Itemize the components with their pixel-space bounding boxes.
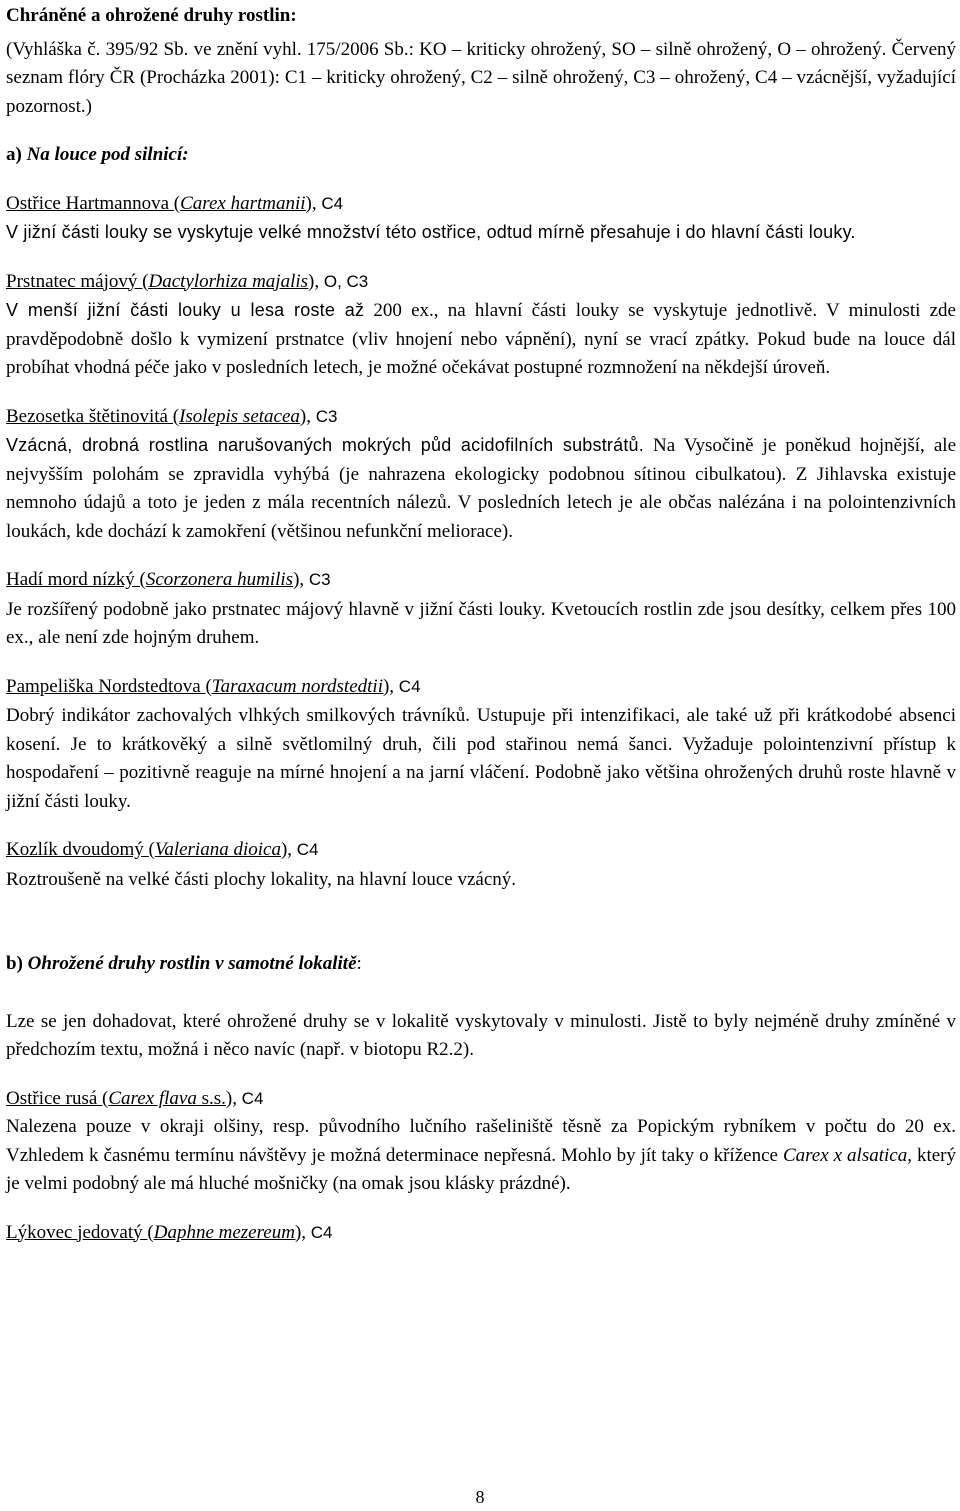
page-number: 8 bbox=[475, 1487, 485, 1507]
species-heading bbox=[6, 403, 956, 432]
species-description: Vzácná, drobná rostlina narušovaných mokrých půd acidofilních substrátů. Na Vysočině je poněkud hojnější, ale nejvyšším polohám se zpravidla vyhýbá (je nahrazena ekologicky podobnou sítinou cibulkatou). Z Jihlavska existuje nemnoho údajů a toto je jeden z mála recentních nálezů. V posledních letech je ale občas nalézána i na polointenzivních loukách, kde dochází k zamokření (většinou nefunkční meliorace). bbox=[6, 435, 956, 542]
species-heading bbox=[6, 190, 956, 219]
species-description: Nalezena pouze v okraji olšiny, resp. původního lučního rašeliniště těsně za Popickým rybníkem v počtu do 20 ex. Vzhledem k časnému termínu návštěvy je možná determinace nepřesná. Mohlo by jít taky o křížence Carex x alsatica, který je velmi podobný ale má hluché mošničky (na omak jsou klásky prázdné). bbox=[6, 1116, 957, 1194]
document-page bbox=[6, 2, 956, 1247]
species-name: Bezosetka štětinovitá (Isolepis setacea), bbox=[6, 405, 311, 427]
section-a-title: Na louce pod silnicí: bbox=[26, 144, 189, 165]
species-category: O, C3 bbox=[319, 271, 369, 291]
section-b-intro: Lze se jen dohadovat, které ohrožené druhy se v lokalitě vyskytovaly v minulosti. Jistě to byly nejméně druhy zmíněné v předchozím textu, možná i něco navíc (např. v biotopu R2.2). bbox=[6, 1010, 956, 1060]
section-a-letter: a) bbox=[6, 144, 22, 165]
species-description: Je rozšířený podobně jako prstnatec májový hlavně v jižní části louky. Kvetoucích rostlin zde jsou desítky, celkem přes 100 ex., ale není zde hojným druhem. bbox=[6, 598, 956, 648]
species-description: Roztroušeně na velké části plochy lokality, na hlavní louce vzácný. bbox=[6, 868, 517, 890]
species-category: C4 bbox=[394, 676, 421, 696]
section-b-heading: b) Ohrožené druhy rostlin v samotné lokalitě: bbox=[6, 953, 362, 974]
section-b-letter: b) bbox=[6, 953, 23, 974]
species-name: Lýkovec jedovatý (Daphne mezereum), bbox=[6, 1221, 307, 1243]
species-category: C4 bbox=[292, 840, 319, 859]
section-a-heading bbox=[6, 141, 956, 170]
species-heading bbox=[6, 1085, 956, 1114]
species-heading bbox=[6, 268, 956, 297]
species-description: V menší jižní části louky u lesa roste až 200 ex., na hlavní části louky se vyskytuje jednotlivě. V minulosti zde pravděpodobně došlo k vymizení prstnatce (vliv hnojení nebo vápnění), nyní se vrací zpátky. Pokud bude na louce dál probíhat vhodná péče jako v posledních letech, je možné očekávat postupné rozmnožení na někdejší úroveň. bbox=[6, 300, 956, 378]
species-description: Dobrý indikátor zachovalých vlhkých smilkových trávníků. Ustupuje při intenzifikaci, ale také už při krátkodobé absenci kosení. Je to krátkověký a silně světlomilný druh, čili pod stařinou nemá šanci. Vyžaduje polointenzivní přístup k hospodaření – pozitivně reaguje na mírné hnojení a na jarní vláčení. Podobně jako většina ohrožených druhů roste hlavně v jižní části louky. bbox=[6, 705, 956, 812]
section-b-title: Ohrožené druhy rostlin v samotné lokalitě bbox=[27, 953, 357, 974]
species-name: Ostřice Hartmannova (Carex hartmanii), bbox=[6, 192, 317, 214]
species-name: Kozlík dvoudomý (Valeriana dioica), bbox=[6, 839, 293, 860]
species-name: Prstnatec májový (Dactylorhiza majalis), bbox=[6, 270, 320, 292]
species-heading bbox=[6, 1219, 956, 1248]
species-heading bbox=[6, 836, 956, 865]
page-title: Chráněné a ohrožené druhy rostlin: bbox=[6, 5, 297, 26]
species-heading bbox=[6, 673, 956, 702]
species-description: V jižní části louky se vyskytuje velké množství této ostřice, odtud mírně přesahuje i do hlavní části louky. bbox=[6, 222, 856, 242]
species-category: C3 bbox=[304, 570, 331, 589]
species-name: Pampeliška Nordstedtova (Taraxacum nordstedtii), bbox=[6, 675, 395, 697]
species-category: C4 bbox=[306, 1222, 333, 1242]
species-name: Hadí mord nízký (Scorzonera humilis), bbox=[6, 569, 305, 590]
species-category: C3 bbox=[310, 406, 338, 426]
species-category: C4 bbox=[316, 193, 344, 213]
species-category: C4 bbox=[236, 1088, 264, 1108]
species-heading bbox=[6, 566, 956, 595]
category-legend: (Vyhláška č. 395/92 Sb. ve znění vyhl. 175/2006 Sb.: KO – kriticky ohrožený, SO – silně ohrožený, O – ohrožený. Červený seznam flóry ČR (Procházka 2001): C1 – kriticky ohrožený, C2 – silně ohrožený, C3 – ohrožený, C4 – vzácnější, vyžadující pozornost.) bbox=[6, 38, 956, 117]
species-name: Ostřice rusá (Carex flava s.s.), bbox=[6, 1087, 237, 1109]
